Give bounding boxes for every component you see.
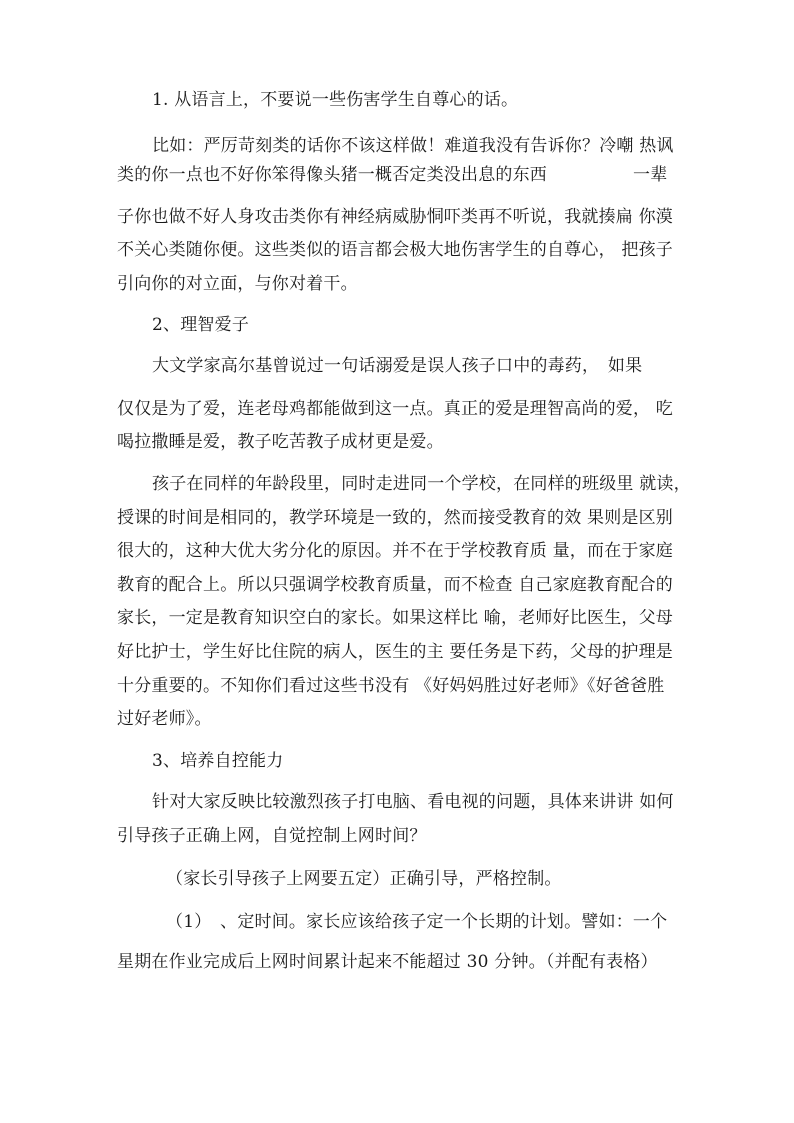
paragraph-line: 引向你的对立面，与你对着干。 bbox=[117, 274, 358, 294]
paragraph-line: 过好老师》。 bbox=[117, 709, 212, 729]
paragraph-line: 授课的时间是相同的，教学环境是一致的，然而接受教育的效 果则是区别 bbox=[117, 508, 674, 528]
paragraph-line: （家长引导孩子上网要五定）正确引导，严格控制。 bbox=[166, 869, 562, 889]
heading-language: 1. 从语言上，不要说一些伤害学生自尊心的话。 bbox=[152, 90, 519, 110]
paragraph-line: 好比护士，学生好比住院的病人，医生的主 要任务是下药，父母的护理是 bbox=[117, 642, 674, 662]
paragraph-line: 比如：严厉苛刻类的话你不该这样做！难道我没有告诉你？冷嘲 热讽 bbox=[152, 136, 674, 156]
paragraph-line: 教育的配合上。所以只强调学校教育质量，而不检查 自己家庭教育配合的 bbox=[117, 575, 674, 595]
paragraph-line: 大文学家高尔基曾说过一句话溺爱是误人孩子口中的毒药， 如果 bbox=[152, 356, 643, 376]
paragraph-line: 孩子在同样的年龄段里，同时走进同一个学校，在同样的班级里 就读， bbox=[152, 474, 691, 494]
paragraph-line: 针对大家反映比较激烈孩子打电脑、看电视的问题，具体来讲讲 如何 bbox=[152, 792, 674, 812]
paragraph-line: （1） 、定时间。家长应该给孩子定一个长期的计划。譬如：一个 bbox=[166, 912, 668, 932]
paragraph-line: 十分重要的。不知你们看过这些书没有 《好妈妈胜过好老师》《好爸爸胜 bbox=[117, 676, 665, 696]
paragraph-line: 子你也做不好人身攻击类你有神经病威胁恫吓类再不听说，我就揍扁 你漠 bbox=[117, 207, 674, 227]
paragraph-line: 引导孩子正确上网，自觉控制上网时间？ bbox=[117, 826, 427, 846]
paragraph-line: 星期在作业完成后上网时间累计起来不能超过 30 分钟。（并配有表格） bbox=[117, 952, 658, 972]
heading-rational-love: 2、理智爱子 bbox=[152, 315, 250, 335]
paragraph-line: 喝拉撒睡是爱，教子吃苦教子成材更是爱。 bbox=[117, 432, 444, 452]
heading-self-control: 3、培养自控能力 bbox=[152, 751, 284, 771]
paragraph-line: 家长，一定是教育知识空白的家长。如果这样比 喻，老师好比医生，父母 bbox=[117, 608, 674, 628]
paragraph-line: 类的你一点也不好你笨得像头猪一概否定类没出息的东西 一辈 bbox=[117, 165, 668, 185]
paragraph-line: 不关心类随你便。这些类似的语言都会极大地伤害学生的自尊心， 把孩子 bbox=[117, 240, 674, 260]
paragraph-line: 仅仅是为了爱，连老母鸡都能做到这一点。真正的爱是理智高尚的爱， 吃 bbox=[117, 399, 674, 419]
paragraph-line: 很大的，这种大优大劣分化的原因。并不在于学校教育质 量，而在于家庭 bbox=[117, 541, 674, 561]
